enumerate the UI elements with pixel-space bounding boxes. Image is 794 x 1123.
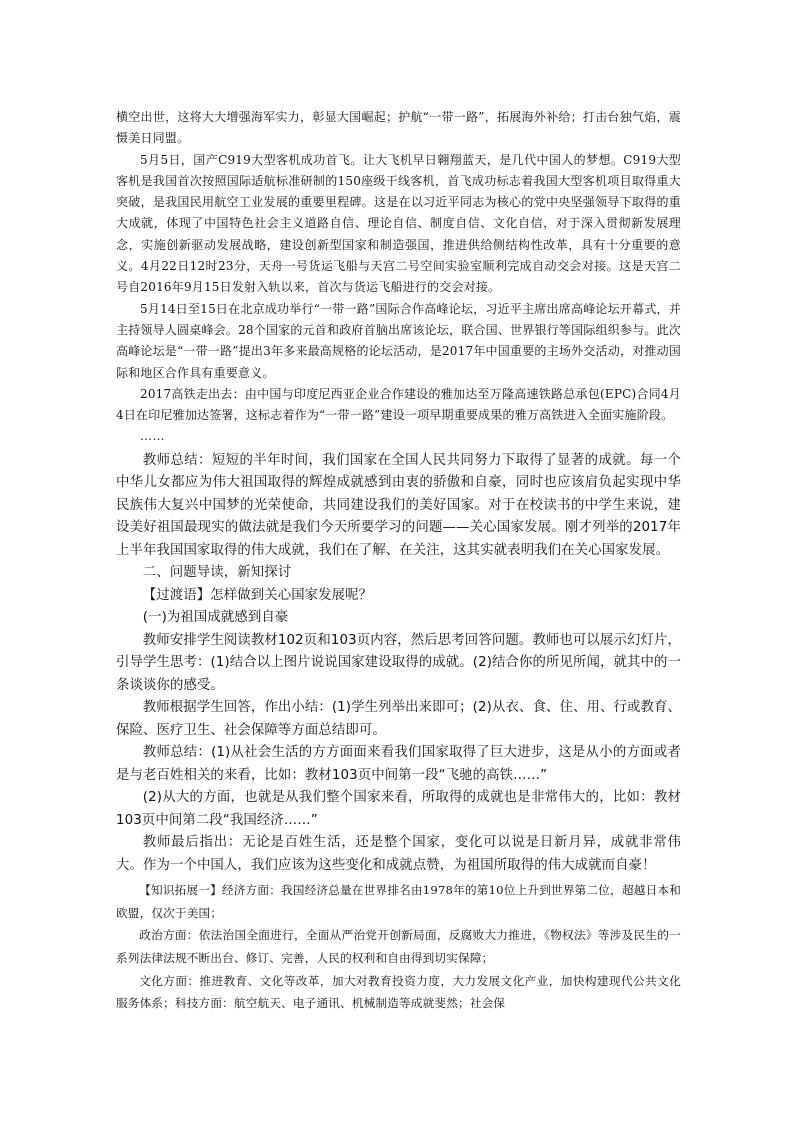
extension-label: 【知识拓展一】 (139, 883, 222, 898)
teacher-summary-3: (2)从大的方面，也就是从我们整个国家来看，所取得的成就也是非常伟大的，比如：教材103页中间第二段“我国经济……” (116, 790, 681, 828)
news-excerpt (116, 107, 681, 448)
news-paragraph-high-speed-rail: 2017高铁走出去：由中国与印度尼西亚企业合作建设的雅加达至万隆高速铁路总承包(EPC)合同4月4日在印尼雅加达签署，这标志着作为“一带一路”建设一项早期重要成果的雅万高铁进入全面实施阶段。 (116, 386, 681, 423)
extension-politics: 政治方面：依法治国全面进行，全面从严治党开创新局面，反腐败大力推进，《物权法》等涉及民生的一系列法律法规不断出台、修订、完善，人民的权利和自由得到切实保障； (116, 928, 681, 966)
teacher-summary-2: 教师总结：(1)从社会生活的方方面面来看我们国家取得了巨大进步，这是从小的方面或者是与老百姓相关的来看，比如：教材103页中间第一段“飞驰的高铁……” (116, 745, 681, 783)
teacher-task: 教师安排学生阅读教材102页和103页内容，然后思考回答问题。教师也可以展示幻灯片，引导学生思考：(1)结合以上图片说说国家建设取得的成就。(2)结合你的所见所闻，就其中的一条谈谈你的感受。 (116, 632, 681, 693)
news-ellipsis: …… (140, 429, 165, 444)
extension-culture: 文化方面：推进教育、文化等改革，加大对教育投资力度，大力发展文化产业，加快构建现代公共文化服务体系；科技方面：航空航天、电子通讯、机械制造等成就斐然；社会保 (116, 973, 681, 1011)
news-paragraph-belt-road-forum: 5月14日至15日在北京成功举行“一带一路”国际合作高峰论坛，习近平主席出席高峰论坛开幕式，并主持领导人圆桌峰会。28个国家的元首和政府首脑出席该论坛，联合国、世界银行等国际组织参与。此次高峰论坛是“一带一路”提出3年多来最高规格的论坛活动，是2017年中国重要的主场外交活动，对推动国际和地区合作具有重要意义。 (116, 301, 681, 380)
teacher-response-summary: 教师根据学生回答，作出小结：(1)学生列举出来即可；(2)从衣、食、住、用、行或教育、保险、医疗卫生、社会保障等方面总结即可。 (116, 700, 681, 738)
news-paragraph-carrier: 横空出世，这将大大增强海军实力，彰显大国崛起；护航“一带一路”，拓展海外补给；打击台独气焰，震慑美日同盟。 (116, 110, 681, 146)
extension-economy-text: 经济方面：我国经济总量在世界排名由1978年的第10位上升到世界第二位，超越日本和欧盟，仅次于美国； (116, 883, 682, 920)
section-heading: 二、问题导读，新知探讨 (142, 565, 292, 581)
lesson-section (116, 450, 681, 878)
document-content (116, 107, 681, 1015)
teacher-final-remark: 教师最后指出：无论是百姓生活，还是整个国家，变化可以说是日新月异，成就非常伟大。作为一个中国人，我们应该为这些变化和成就点赞，为祖国所取得的伟大成就而自豪！ (116, 835, 681, 873)
knowledge-extension (116, 879, 681, 1015)
subheading-pride: (一)为祖国成就感到自豪 (142, 610, 289, 626)
news-paragraph-c919: 5月5日，国产C919大型客机成功首飞。让大飞机早日翱翔蓝天，是几代中国人的梦想。C919大型客机是我国首次按照国际适航标准研制的150座级干线客机，首飞成功标志着我国大型客机项目取得重大突破，是我国民用航空工业发展的重要里程碑。这是在以习近平同志为核心的党中央坚强领导下取得的重大成就，体现了中国特色社会主义道路自信、理论自信、制度自信、文化自信，对于深入贯彻新发展理念，实施创新驱动发展战略，建设创新型国家和制造强国，推进供给侧结构性改革，具有十分重要的意义。4月22日12时23分，天舟一号货运飞船与天宫二号空间实验室顺利完成自动交会对接。这是天宫二号自2016年9月15日发射入轨以来，首次与货运飞船进行的交会对接。 (116, 152, 681, 295)
transition-prompt: 【过渡语】怎样做到关心国家发展呢？ (142, 587, 373, 603)
teacher-summary-1: 教师总结：短短的半年时间，我们国家在全国人民共同努力下取得了显著的成就。每一个中华儿女都应为伟大祖国取得的辉煌成就感到由衷的骄傲和自豪，同时也应该肩负起实现中华民族伟大复兴中国梦的光荣使命，共同建设我们的美好国家。对于在校读书的中学生来说，建设美好祖国最现实的做法就是我们今天所要学习的问题——关心国家发展。刚才列举的2017年上半年我国国家取得的伟大成就，我们在了解、在关注，这其实就表明我们在关心国家发展。 (116, 452, 681, 558)
extension-economy (116, 879, 681, 924)
